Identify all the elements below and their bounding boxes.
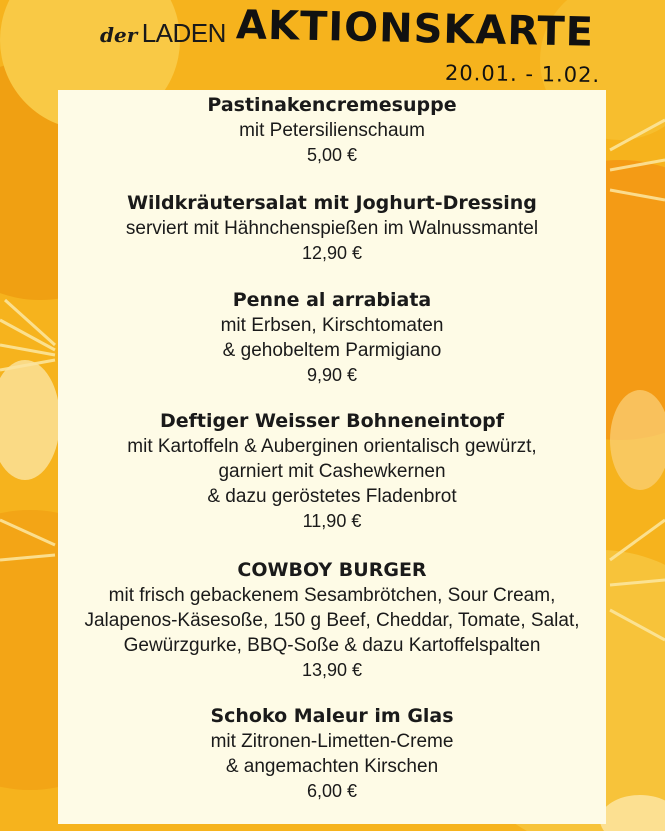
brand-logo <box>100 18 226 49</box>
menu-item-name: Pastinakencremesuppe <box>207 94 457 116</box>
menu-item <box>58 92 606 168</box>
menu-item-description: & gehobeltem Parmigiano <box>222 340 442 361</box>
menu-item-price: 13,90 € <box>301 660 363 680</box>
menu-item-description: mit frisch gebackenem Sesambrötchen, Sour Cream, <box>108 585 556 606</box>
menu-item-description: mit Erbsen, Kirschtomaten <box>220 315 444 336</box>
header <box>0 0 665 92</box>
menu-item <box>58 190 606 266</box>
menu-item <box>58 703 606 804</box>
menu-item-name: Deftiger Weisser Bohneneintopf <box>159 410 505 432</box>
menu-item-description: mit Petersilienschaum <box>239 120 425 141</box>
menu-item-price: 6,00 € <box>306 781 358 801</box>
menu-item-description: & dazu geröstetes Fladenbrot <box>207 486 457 507</box>
page-title: AKTIONSKARTE <box>235 2 595 56</box>
menu-item-description: mit Zitronen-Limetten-Creme <box>210 731 454 752</box>
menu-card <box>58 90 606 824</box>
date-range: 20.01. - 1.02. <box>444 60 601 88</box>
brand-der: der <box>100 23 138 47</box>
menu-item-name: Penne al arrabiata <box>232 289 432 311</box>
menu-item-price: 5,00 € <box>306 145 358 165</box>
brand-laden: LADEN <box>141 18 226 48</box>
menu-item-description: garniert mit Cashewkernen <box>218 461 446 482</box>
menu-item-name: Wildkräutersalat mit Joghurt-Dressing <box>127 192 537 214</box>
menu-item-description: Gewürzgurke, BBQ-Soße & dazu Kartoffelspalten <box>123 635 541 656</box>
menu-item-description: serviert mit Hähnchenspießen im Walnussmantel <box>125 218 539 239</box>
menu-item <box>58 287 606 388</box>
menu-item-price: 11,90 € <box>302 511 362 531</box>
menu-item-name: Schoko Maleur im Glas <box>210 705 454 727</box>
menu-item <box>58 408 606 534</box>
menu-item-price: 9,90 € <box>306 365 358 385</box>
menu-item-description: mit Kartoffeln & Auberginen orientalisch gewürzt, <box>127 436 537 457</box>
menu-item <box>58 557 606 683</box>
menu-item-description: & angemachten Kirschen <box>225 756 439 777</box>
menu-item-description: Jalapenos-Käsesoße, 150 g Beef, Cheddar, Tomate, Salat, <box>84 610 580 631</box>
menu-item-price: 12,90 € <box>301 243 363 263</box>
menu-item-name: COWBOY BURGER <box>237 559 427 581</box>
